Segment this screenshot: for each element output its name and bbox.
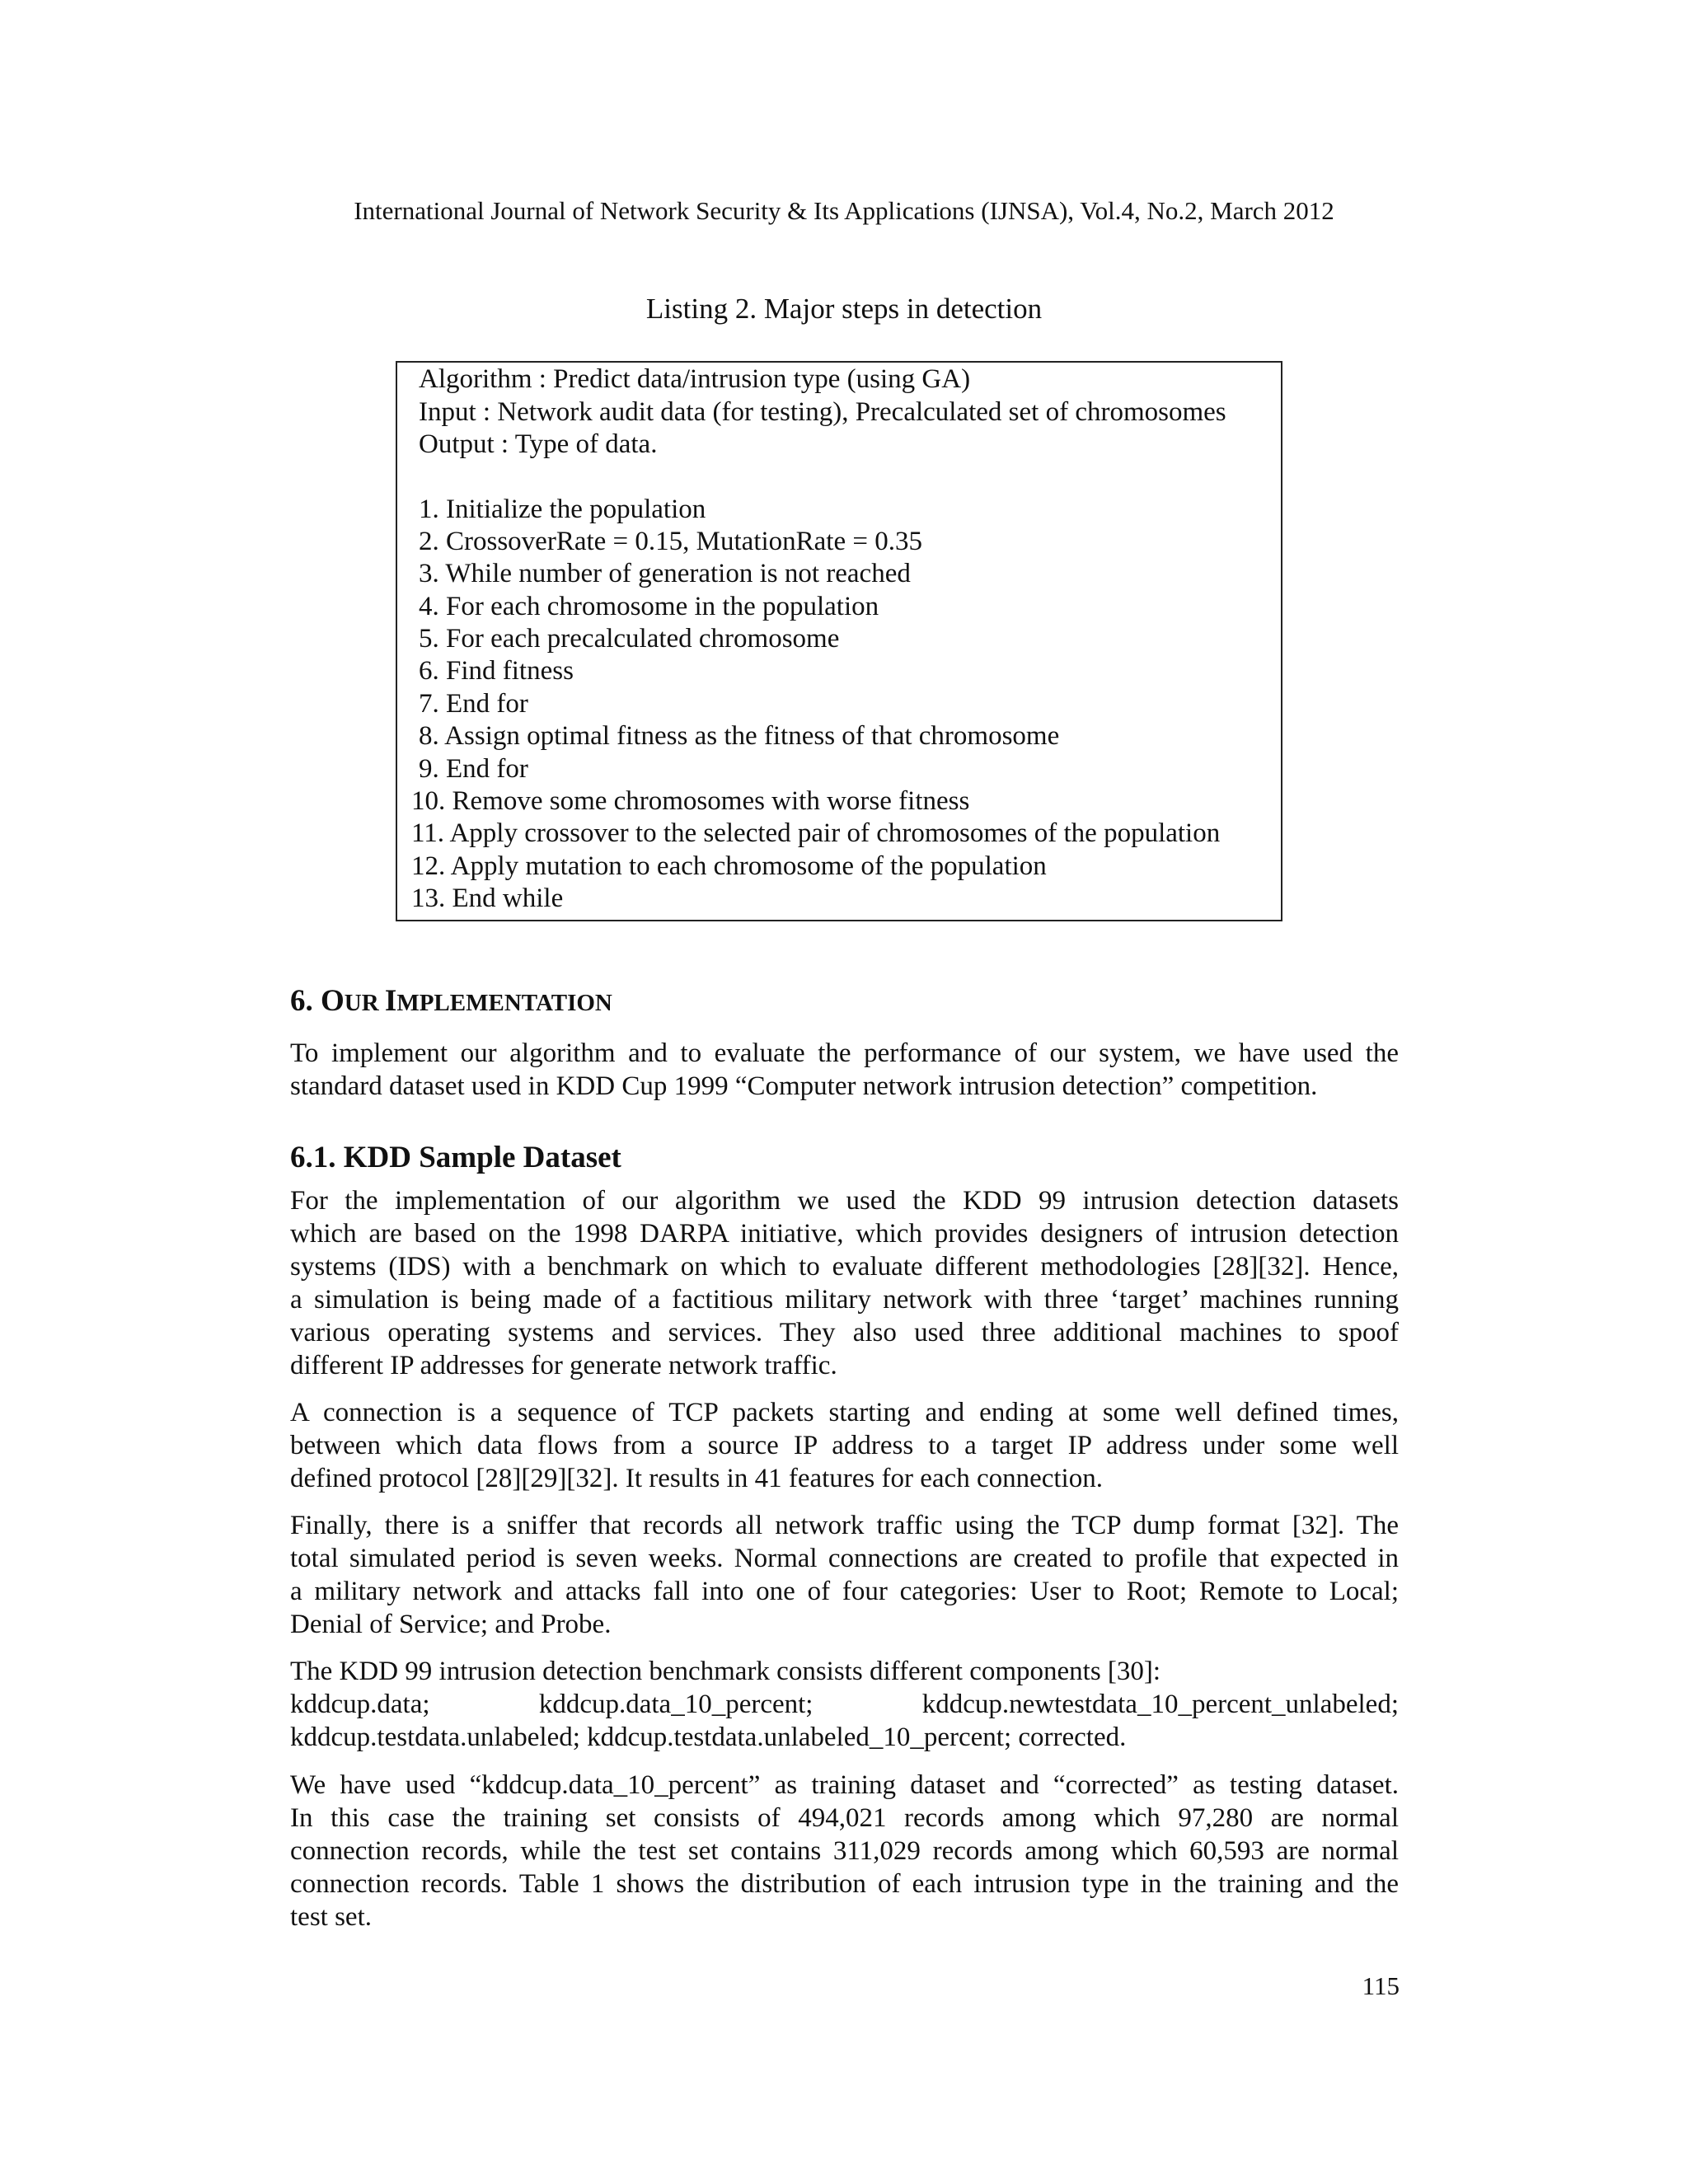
listing-line: 8. Assign optimal fitness as the fitness of that chromosome [419,721,1060,751]
listing-line: 13. End while [411,883,564,913]
paragraph-line: The KDD 99 intrusion detection benchmark consists different components [30]: [290,1657,1161,1686]
paragraph-line: kddcup.testdata.unlabeled; kddcup.testdata.unlabeled_10_percent; corrected. [290,1722,1127,1752]
running-header: International Journal of Network Security & Its Applications (IJNSA), Vol.4, No.2, March 2012 [354,196,1334,225]
listing-line: 3. While number of generation is not reached [419,559,911,588]
listing-line: 2. CrossoverRate = 0.15, MutationRate = 0.35 [419,527,922,556]
paragraph-line: systems (IDS) with a benchmark on which to evaluate different methodologies [28][32]. Hence, [290,1252,1399,1282]
section-heading [290,983,612,1019]
paragraph-line: We have used “kddcup.data_10_percent” as training dataset and “corrected” as testing dataset. [290,1770,1399,1800]
listing-line: 11. Apply crossover to the selected pair of chromosomes of the population [411,818,1221,848]
paragraph-line: connection records. Table 1 shows the distribution of each intrusion type in the training and the [290,1869,1399,1899]
listing-line: 12. Apply mutation to each chromosome of the population [411,851,1047,881]
paragraph-line: test set. [290,1902,372,1932]
section-title-part: UR [344,990,385,1016]
subsection-heading: 6.1. KDD Sample Dataset [290,1141,621,1174]
paragraph-line: various operating systems and services. They also used three additional machines to spoof [290,1318,1399,1347]
paragraph-line: kddcup.data; kddcup.data_10_percent; kddcup.newtestdata_10_percent_unlabeled; [290,1690,1399,1719]
paragraph-kdd-intro [290,1184,1399,1382]
listing-line: 7. End for [419,689,528,719]
paragraph-line: which are based on the 1998 DARPA initiative, which provides designers of intrusion detection [290,1219,1399,1249]
section-number: 6. [290,984,321,1018]
section-title-part: MPLEMENTATION [396,990,612,1016]
section-paragraph [290,1037,1399,1103]
listing-line: 5. For each precalculated chromosome [419,624,840,654]
paragraph-line: between which data flows from a source IP address to a target IP address under some well [290,1431,1399,1460]
paragraph-line: To implement our algorithm and to evaluate the performance of our system, we have used the [290,1038,1399,1068]
paragraph-line: Denial of Service; and Probe. [290,1610,612,1639]
paragraph-line: A connection is a sequence of TCP packets starting and ending at some well defined times, [290,1398,1399,1427]
listing-line: 10. Remove some chromosomes with worse fitness [411,786,970,816]
algorithm-listing-box [396,361,1282,921]
paragraph-sniffer [290,1509,1399,1641]
section-title-part: I [384,984,397,1018]
listing-line: 9. End for [419,754,528,784]
listing-line: Input : Network audit data (for testing), Precalculated set of chromosomes [419,397,1226,427]
paragraph-line: Finally, there is a sniffer that records all network traffic using the TCP dump format [32]. The [290,1511,1399,1540]
paragraph-line: defined protocol [28][29][32]. It results in 41 features for each connection. [290,1464,1103,1493]
paragraph-line: different IP addresses for generate network traffic. [290,1351,837,1380]
section-title-part: O [321,984,345,1018]
page-number: 115 [1362,1971,1400,2000]
listing-line: Algorithm : Predict data/intrusion type (using GA) [419,364,971,394]
listing-line: 1. Initialize the population [419,494,706,524]
paragraph-components [290,1655,1399,1754]
paragraph-connection [290,1396,1399,1495]
paragraph-line: For the implementation of our algorithm we used the KDD 99 intrusion detection datasets [290,1186,1399,1216]
paragraph-training-test [290,1769,1399,1933]
paragraph-line: standard dataset used in KDD Cup 1999 “Computer network intrusion detection” competition. [290,1071,1318,1101]
paragraph-line: In this case the training set consists of 494,021 records among which 97,280 are normal [290,1803,1399,1833]
listing-caption: Listing 2. Major steps in detection [645,293,1043,325]
paragraph-line: a military network and attacks fall into one of four categories: User to Root; Remote to Local; [290,1577,1399,1606]
listing-line: 4. For each chromosome in the population [419,592,879,621]
listing-line: Output : Type of data. [419,429,658,459]
paragraph-line: connection records, while the test set contains 311,029 records among which 60,593 are normal [290,1836,1399,1866]
listing-line: 6. Find fitness [419,656,574,686]
paragraph-line: total simulated period is seven weeks. Normal connections are created to profile that expected in [290,1544,1399,1573]
paragraph-line: a simulation is being made of a factitious military network with three ‘target’ machines running [290,1285,1399,1315]
